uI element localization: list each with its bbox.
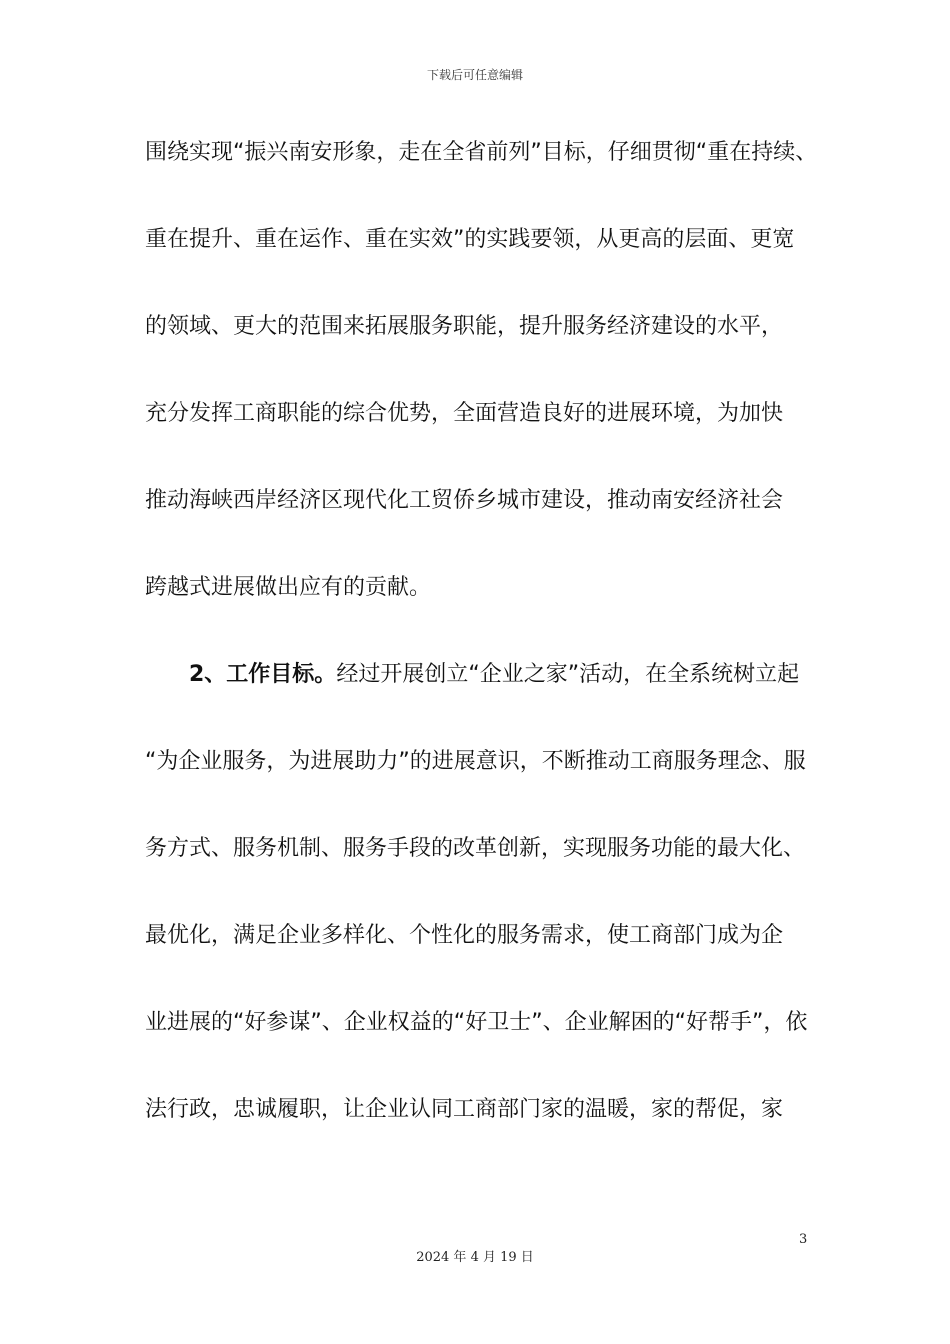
paragraph-line: 的领域、更大的范围来拓展服务职能，提升服务经济建设的水平， xyxy=(145,314,784,339)
paragraph-line: 跨越式进展做出应有的贡献。 xyxy=(145,575,432,600)
paragraph-line: 法行政，忠诚履职，让企业认同工商部门家的温暖，家的帮促，家 xyxy=(145,1097,784,1122)
paragraph-line: 最优化，满足企业多样化、个性化的服务需求，使工商部门成为企 xyxy=(145,923,784,948)
section-heading-line xyxy=(145,652,810,739)
paragraph-line: 务方式、服务机制、服务手段的改革创新，实现服务功能的最大化、 xyxy=(145,836,806,861)
paragraph-line: 围绕实现“振兴南安形象，走在全省前列”目标，仔细贯彻“重在持续、 xyxy=(145,140,818,165)
paragraph-line: 业进展的“好参谋”、企业权益的“好卫士”、企业解困的“好帮手”，依 xyxy=(145,1010,808,1035)
paragraph-line: 充分发挥工商职能的综合优势，全面营造良好的进展环境，为加快 xyxy=(145,401,784,426)
page-number: 3 xyxy=(799,1232,808,1247)
section-heading-rest: 经过开展创立“企业之家”活动，在全系统树立起 xyxy=(336,662,800,687)
section-heading: 2、工作目标。 xyxy=(189,662,337,687)
document-body xyxy=(145,130,818,1174)
paragraph-line: “为企业服务，为进展助力”的进展意识，不断推动工商服务理念、服 xyxy=(145,749,806,774)
page-header: 下载后可任意编辑 xyxy=(426,68,523,82)
paragraph-line: 重在提升、重在运作、重在实效”的实践要领，从更高的层面、更宽 xyxy=(145,227,795,252)
paragraph-line: 推动海峡西岸经济区现代化工贸侨乡城市建设，推动南安经济社会 xyxy=(145,488,784,513)
page-date: 2024 年 4 月 19 日 xyxy=(416,1250,534,1265)
